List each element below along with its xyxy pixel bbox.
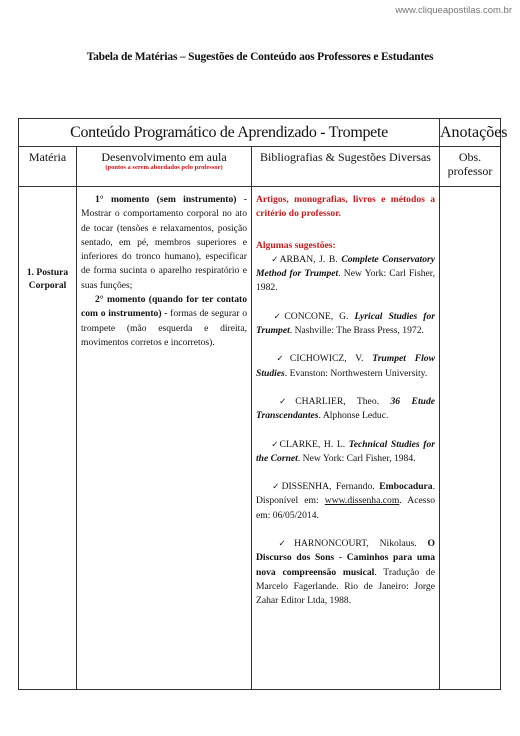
- bibliography-intro: Artigos, monografias, livros e métodos a critério do professor.: [256, 194, 435, 220]
- development-header-note: (pontos a serem abordados pelo professor): [105, 164, 223, 171]
- moment-2-paragraph: [81, 293, 247, 350]
- development-cell: [77, 187, 252, 690]
- materia-cell: [19, 187, 77, 690]
- document-title: Tabela de Matérias – Sugestões de Conteúdo aos Professores e Estudantes: [86, 51, 434, 63]
- development-header: [77, 147, 252, 187]
- suggestions-label: Algumas sugestões:: [256, 239, 336, 251]
- reference-item: ✓HARNONCOURT, Nikolaus. O Discurso dos Sons - Caminhos para uma nova compreensão musical. Tradução de Marcelo Fagerlande. Rio de Janeiro: Jorge Zahar Editor Ltda, 1988.: [256, 538, 435, 607]
- reference-item: ✓CHARLIER, Theo. 36 Etude Transcendantes. Alphonse Leduc.: [256, 395, 435, 422]
- materia-header: Matéria: [19, 147, 77, 187]
- moment-1-title: 1° momento (sem instrumento) -: [95, 194, 247, 205]
- annotations-header: Anotações: [440, 119, 501, 147]
- reference-item: ✓CICHOWICZ, V. Trumpet Flow Studies. Evanston: Northwestern University.: [256, 353, 435, 379]
- dissenha-link[interactable]: www.dissenha.com: [324, 495, 400, 507]
- materia-label: 1. Postura Corporal: [26, 268, 69, 291]
- bibliography-cell: [252, 187, 440, 690]
- check-icon: ✓: [270, 482, 282, 493]
- obs-professor-header: Obs. professor: [440, 147, 501, 187]
- moment-1-text: Mostrar o comportamento corporal no ato de tocar (tensões e relaxamentos, posição sentado, em pé, membros superiores e inferiores do tronco humano), especificar de forma sucinta o aparelho respiratório e suas funções;: [81, 208, 247, 291]
- reference-item: ✓CLARKE, H. L. Technical Studies for the Cornet. New York: Carl Fisher, 1984.: [256, 438, 435, 464]
- source-watermark: www.cliqueapostilas.com.br: [395, 5, 512, 16]
- check-icon: ✓: [270, 396, 296, 407]
- bibliography-header: Bibliografias & Sugestões Diversas: [252, 147, 440, 187]
- moment-1-paragraph: [81, 193, 247, 293]
- development-header-label: Desenvolvimento em aula: [101, 150, 227, 164]
- table-main-header: Conteúdo Programático de Aprendizado - Trompete: [19, 119, 440, 147]
- reference-item: ✓CONCONE, G. Lyrical Studies for Trumpet. Nashville: The Brass Press, 1972.: [256, 310, 435, 337]
- content-table: [18, 118, 508, 690]
- moment-2-title: 2° momento (quando for ter contato com o instrumento) -: [81, 294, 247, 320]
- check-icon: ✓: [270, 254, 280, 265]
- check-icon: ✓: [270, 354, 290, 365]
- check-icon: ✓: [270, 539, 295, 550]
- check-icon: ✓: [270, 311, 285, 322]
- reference-item: ✓DISSENHA, Fernando. Embocadura. Disponível em: www.dissenha.com. Acesso em: 06/05/2014.: [256, 481, 435, 521]
- moment-2-text: formas de segurar o trompete (mão esquerda e direita, movimentos corretos e incorretos).: [81, 308, 247, 348]
- obs-professor-cell: [440, 187, 501, 690]
- reference-item: ✓ARBAN, J. B. Complete Conservatory Method for Trumpet. New York: Carl Fisher, 1982.: [256, 253, 436, 294]
- check-icon: ✓: [270, 439, 280, 450]
- reference-list: [256, 253, 435, 466]
